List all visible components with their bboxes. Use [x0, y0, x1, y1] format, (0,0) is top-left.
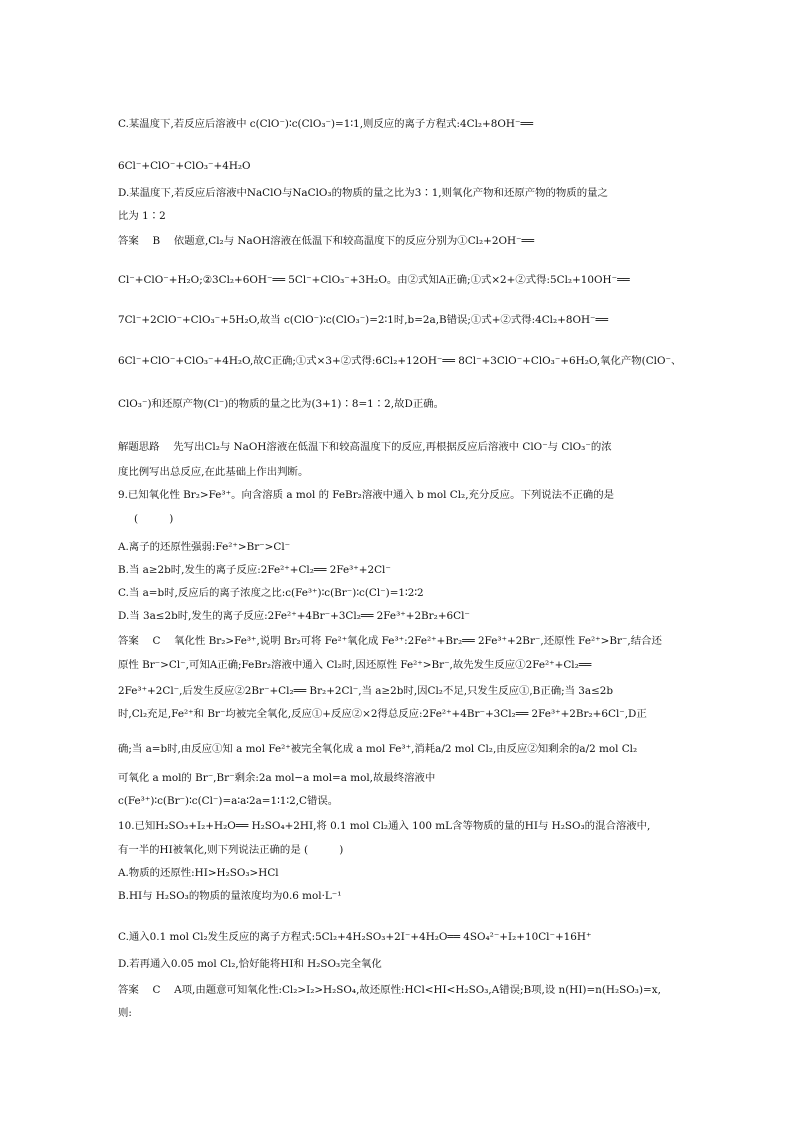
text-line: 度比例写出总反应,在此基础上作出判断。	[118, 466, 309, 478]
text-line: B.HI与 H₂SO₃的物质的量浓度均为0.6 mol·L⁻¹	[118, 890, 342, 902]
text-line: 确;当 a=b时,由反应①知 a mol Fe²⁺被完全氧化成 a mol Fe³⁺,消耗a/2 mol Cl₂,由反应②知剩余的a/2 mol Cl₂	[118, 743, 638, 755]
text-line: ClO₃⁻)和还原产物(Cl⁻)的物质的量之比为(3+1)∶8=1∶2,故D正确。	[118, 398, 444, 410]
text-line: 答案 B 依题意,Cl₂与 NaOH溶液在低温下和较高温度下的反应分别为①Cl₂+2OH⁻══	[118, 235, 535, 247]
text-line: 原性 Br⁻>Cl⁻,可知A正确;FeBr₂溶液中通入 Cl₂时,因还原性 Fe²⁺>Br⁻,故先发生反应①2Fe²⁺+Cl₂══	[118, 659, 592, 671]
text-line: ( )	[134, 513, 174, 525]
text-line: 解题思路 先写出Cl₂与 NaOH溶液在低温下和较高温度下的反应,再根据反应后溶液中 ClO⁻与 ClO₃⁻的浓	[118, 441, 612, 453]
text-line: 6Cl⁻+ClO⁻+ClO₃⁻+4H₂O	[118, 160, 251, 172]
text-line: 则:	[118, 1007, 132, 1019]
text-line: 答案 C 氧化性 Br₂>Fe³⁺,说明 Br₂可将 Fe²⁺氧化成 Fe³⁺:2Fe²⁺+Br₂══ 2Fe³⁺+2Br⁻,还原性 Fe²⁺>Br⁻,结合还	[118, 635, 662, 647]
text-line: C.通入0.1 mol Cl₂发生反应的离子方程式:5Cl₂+4H₂SO₃+2I⁻+4H₂O══ 4SO₄²⁻+I₂+10Cl⁻+16H⁺	[118, 931, 592, 943]
text-line: C.某温度下,若反应后溶液中 c(ClO⁻)∶c(ClO₃⁻)=1∶1,则反应的离子方程式:4Cl₂+8OH⁻══	[118, 118, 533, 130]
text-line: 可氧化 a mol的 Br⁻,Br⁻剩余:2a mol−a mol=a mol,故最终溶液中	[118, 772, 436, 784]
text-line: 2Fe³⁺+2Cl⁻,后发生反应②2Br⁻+Cl₂══ Br₂+2Cl⁻,当 a≥2b时,因Cl₂不足,只发生反应①,B正确;当 3a≤2b	[118, 685, 614, 697]
text-line: 答案 C A项,由题意可知氧化性:Cl₂>I₂>H₂SO₄,故还原性:HCl<HI<H₂SO₃,A错误;B项,设 n(HI)=n(H₂SO₃)=x,	[118, 984, 661, 996]
text-line: 有一半的HI被氧化,则下列说法正确的是 ( )	[118, 844, 344, 856]
text-line: D.若再通入0.05 mol Cl₂,恰好能将HI和 H₂SO₃完全氧化	[118, 958, 382, 970]
text-line: 比为 1∶2	[118, 210, 166, 222]
text-line: 6Cl⁻+ClO⁻+ClO₃⁻+4H₂O,故C正确;①式×3+②式得:6Cl₂+12OH⁻══ 8Cl⁻+3ClO⁻+ClO₃⁻+6H₂O,氧化产物(ClO⁻、	[118, 355, 682, 367]
text-line: c(Fe³⁺)∶c(Br⁻)∶c(Cl⁻)=a∶a∶2a=1∶1∶2,C错误。	[118, 795, 339, 807]
text-line: B.当 a≥2b时,发生的离子反应:2Fe²⁺+Cl₂══ 2Fe³⁺+2Cl⁻	[118, 564, 391, 576]
text-line: 10.已知H₂SO₃+I₂+H₂O══ H₂SO₄+2HI,将 0.1 mol Cl₂通入 100 mL含等物质的量的HI与 H₂SO₃的混合溶液中,	[118, 820, 651, 832]
text-line: Cl⁻+ClO⁻+H₂O;②3Cl₂+6OH⁻══ 5Cl⁻+ClO₃⁻+3H₂O。由②式知A正确;①式×2+②式得:5Cl₂+10OH⁻══	[118, 274, 630, 286]
text-line: 9.已知氧化性 Br₂>Fe³⁺。向含溶质 a mol 的 FeBr₂溶液中通入 b mol Cl₂,充分反应。下列说法不正确的是	[118, 489, 614, 501]
text-line: 7Cl⁻+2ClO⁻+ClO₃⁻+5H₂O,故当 c(ClO⁻)∶c(ClO₃⁻)=2∶1时,b=2a,B错误;①式+②式得:4Cl₂+8OH⁻══	[118, 314, 609, 326]
text-line: A.离子的还原性强弱:Fe²⁺>Br⁻>Cl⁻	[118, 541, 291, 553]
text-line: D.当 3a≤2b时,发生的离子反应:2Fe²⁺+4Br⁻+3Cl₂══ 2Fe³⁺+2Br₂+6Cl⁻	[118, 610, 470, 622]
text-line: D.某温度下,若反应后溶液中NaClO与NaClO₃的物质的量之比为3∶1,则氧化产物和还原产物的物质的量之	[118, 187, 608, 199]
text-line: 时,Cl₂充足,Fe²⁺和 Br⁻均被完全氧化,反应①+反应②×2得总反应:2Fe²⁺+4Br⁻+3Cl₂══ 2Fe³⁺+2Br₂+6Cl⁻,D正	[118, 708, 647, 720]
text-line: A.物质的还原性:HI>H₂SO₃>HCl	[118, 867, 279, 879]
text-line: C.当 a=b时,反应后的离子浓度之比:c(Fe³⁺)∶c(Br⁻)∶c(Cl⁻)=1∶2∶2	[118, 587, 424, 599]
